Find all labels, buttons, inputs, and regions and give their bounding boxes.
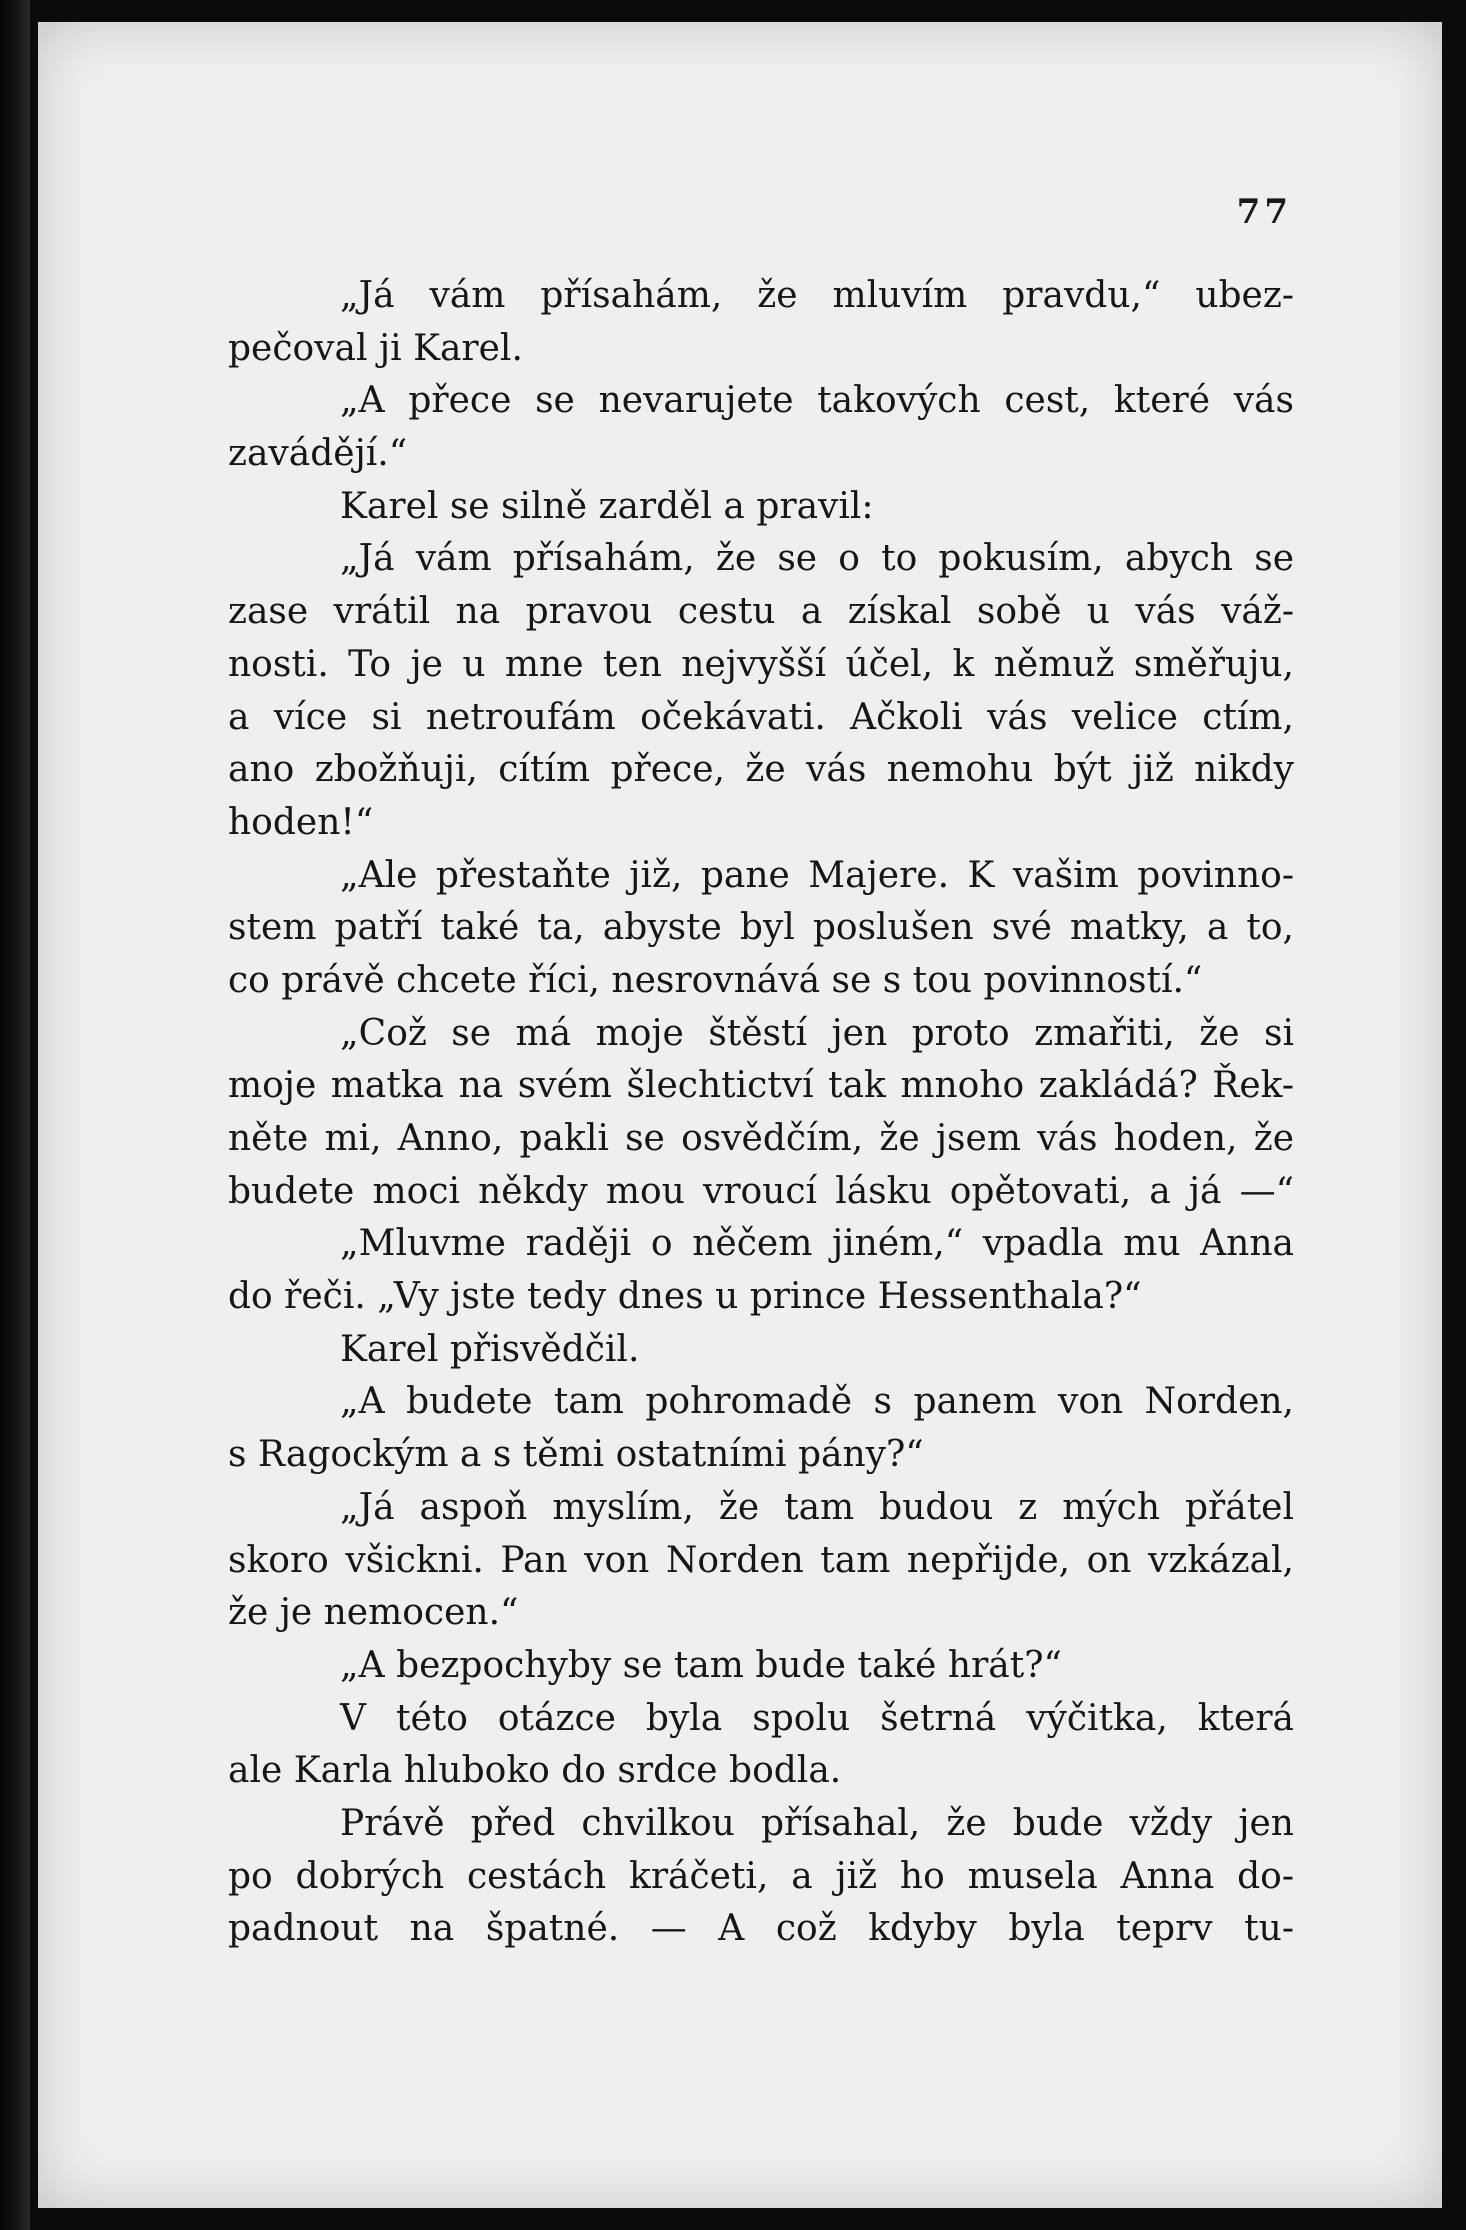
text-line: „A přece se nevarujete takových cest, které vás: [340, 380, 1294, 422]
text-line: „Já vám přísahám, že se o to pokusím, abych se: [340, 538, 1294, 580]
text-line: budete moci někdy mou vroucí lásku opětovati, a já —“: [228, 1170, 1294, 1212]
text-line: zavádějí.“: [228, 433, 408, 475]
page-gutter-edge: [0, 0, 30, 2230]
text-line: Právě před chvilkou přísahal, že bude vždy jen: [340, 1802, 1294, 1844]
text-line: že je nemocen.“: [228, 1592, 519, 1634]
text-line: „Mluvme raději o něčem jiném,“ vpadla mu Anna: [340, 1223, 1294, 1265]
text-line: V této otázce byla spolu šetrná výčitka, která: [340, 1697, 1294, 1739]
text-line: ale Karla hluboko do srdce bodla.: [228, 1750, 842, 1792]
text-line: něte mi, Anno, pakli se osvědčím, že jsem vás hoden, že: [228, 1118, 1294, 1159]
text-line: ano zbožňuji, cítím přece, že vás nemohu být již nikdy: [228, 749, 1294, 791]
text-line: hoden!“: [228, 801, 374, 843]
text-line: „Já aspoň myslím, že tam budou z mých přátel: [340, 1486, 1294, 1528]
text-line: stem patří také ta, abyste byl poslušen své matky, a to,: [228, 907, 1294, 949]
text-line: „A bezpochyby se tam bude také hrát?“: [340, 1644, 1062, 1686]
text-line: „Což se má moje štěstí jen proto zmařiti, že si: [340, 1012, 1294, 1054]
text-line: Karel se silně zarděl a pravil:: [340, 485, 874, 527]
text-line: skoro všickni. Pan von Norden tam nepřijde, on vzkázal,: [228, 1539, 1294, 1581]
text-line: s Ragockým a s těmi ostatními pány?“: [228, 1434, 924, 1476]
text-line: a více si netroufám očekávati. Ačkoli vás velice ctím,: [228, 696, 1294, 738]
text-line: „Ale přestaňte již, pane Majere. K vašim povinno-: [340, 854, 1294, 896]
body-text: [228, 270, 1294, 1956]
text-line: nosti. To je u mne ten nejvyšší účel, k němuž směřuju,: [228, 643, 1294, 685]
text-line: padnout na špatné. — A což kdyby byla teprv tu-: [228, 1908, 1294, 1950]
text-line: Karel přisvědčil.: [340, 1328, 640, 1370]
text-line: moje matka na svém šlechtictví tak mnoho zakládá? Řek-: [228, 1065, 1294, 1107]
text-line: co právě chcete říci, nesrovnává se s tou povinností.“: [228, 959, 1203, 1001]
text-line: zase vrátil na pravou cestu a získal sobě u vás váž-: [228, 591, 1294, 633]
text-line: „Já vám přísahám, že mluvím pravdu,“ ubez-: [340, 275, 1294, 316]
text-line: „A budete tam pohromadě s panem von Norden,: [340, 1381, 1294, 1423]
text-line: do řeči. „Vy jste tedy dnes u prince Hessenthala?“: [228, 1276, 1142, 1318]
text-line: po dobrých cestách kráčeti, a již ho musela Anna do-: [228, 1855, 1294, 1897]
text-line: pečoval ji Karel.: [228, 327, 523, 369]
page-number: 77: [1236, 192, 1292, 232]
